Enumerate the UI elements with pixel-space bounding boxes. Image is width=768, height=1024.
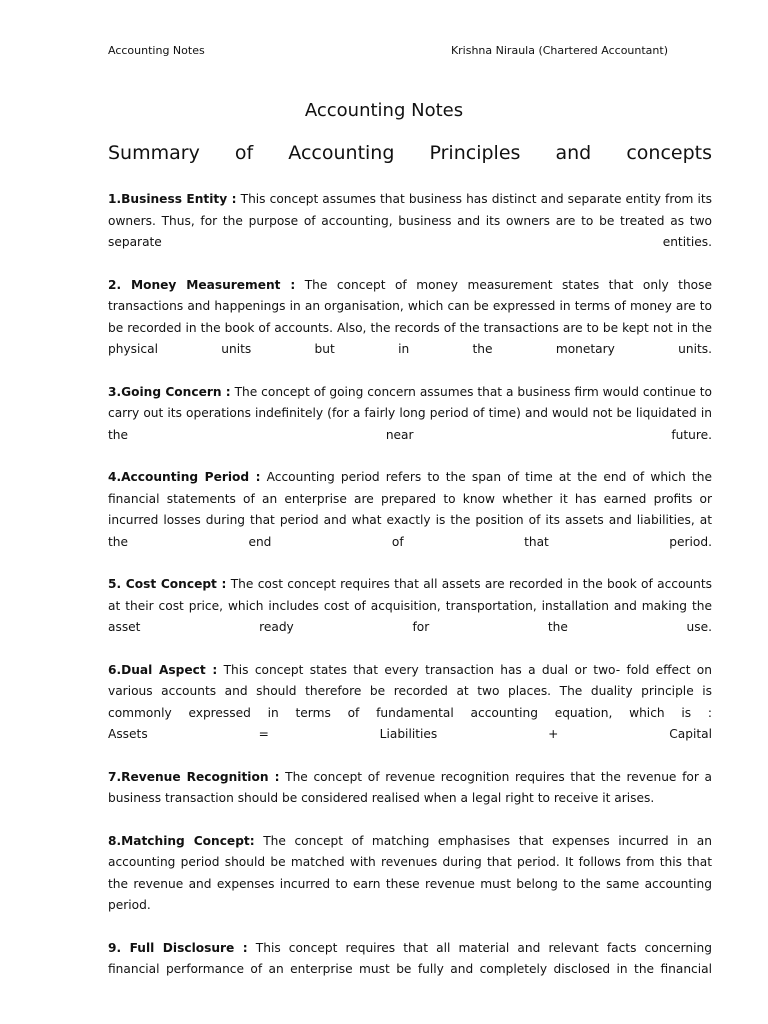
equation-term: Assets	[108, 727, 148, 741]
section-money-measurement	[108, 275, 712, 361]
equation-symbol: =	[258, 727, 269, 741]
section-heading: 3.Going Concern :	[108, 384, 231, 399]
section-dual-aspect	[108, 660, 712, 746]
section-body: The concept of money measurement states that only those transactions and happenings in an organisation, which can be expressed in terms of money are to be recorded in the book of accounts. Also, the records of the transactions are to be kept not in the physical units but in the monetary units.	[108, 277, 712, 356]
section-body: Accounting period refers to the span of time at the end of which the financial statements of an enterprise are prepared to know whether it has earned profits or incurred losses during that period and what exactly is the position of its assets and liabilities, at the end of that period.	[108, 470, 712, 549]
section-heading: 8.Matching Concept:	[108, 833, 255, 848]
section-body: The concept of matching emphasises that expenses incurred in an accounting period should be matched with revenues during that period. It follows from this that the revenue and expenses incurred to earn these revenue must belong to the same accounting period.	[108, 833, 713, 912]
section-full-disclosure	[108, 938, 712, 981]
document-subtitle: Summary of Accounting Principles and concepts	[108, 142, 712, 164]
header-right-text: Krishna Niraula (Chartered Accountant)	[450, 44, 668, 57]
section-heading: 6.Dual Aspect :	[108, 662, 218, 677]
section-business-entity	[108, 189, 712, 254]
document-title: Accounting Notes	[304, 100, 464, 121]
section-accounting-period	[108, 467, 712, 553]
section-heading: 2. Money Measurement :	[108, 277, 296, 292]
equation-symbol: +	[548, 727, 559, 741]
page-header	[108, 44, 668, 57]
content-body	[108, 189, 712, 1002]
accounting-equation	[108, 724, 712, 746]
section-heading: 7.Revenue Recognition :	[108, 769, 280, 784]
section-body: The cost concept requires that all assets are recorded in the book of accounts at their cost price, which includes cost of acquisition, transportation, installation and making the asset ready for the use.	[108, 577, 712, 634]
section-body: This concept assumes that business has distinct and separate entity from its owners. Thus, for the purpose of accounting, business and its owners are to be treated as two separate entities.	[108, 192, 712, 249]
section-cost-concept	[108, 574, 712, 639]
section-body: This concept requires that all material and relevant facts concerning financial performance of an enterprise must be fully and completely disclosed in the financial	[108, 940, 712, 976]
section-body: The concept of going concern assumes that a business firm would continue to carry out its operations indefinitely (for a fairly long period of time) and would not be liquidated in the near future.	[108, 384, 712, 442]
section-revenue-recognition	[108, 767, 712, 810]
section-heading: 9. Full Disclosure :	[108, 940, 248, 955]
header-left-text: Accounting Notes	[108, 44, 205, 57]
section-dual-aspect-text	[108, 660, 712, 725]
equation-term: Liabilities	[379, 727, 438, 741]
section-heading: 5. Cost Concept :	[108, 577, 227, 591]
section-heading: 4.Accounting Period :	[108, 470, 261, 484]
section-heading: 1.Business Entity :	[108, 192, 237, 206]
section-body: This concept states that every transaction has a dual or two- fold effect on various accounts and should therefore be recorded at two places. The duality principle is commonly expressed in terms of fundamental accounting equation, which is :	[108, 662, 712, 720]
section-going-concern	[108, 382, 712, 447]
equation-term: Capital	[669, 727, 712, 741]
section-body: The concept of revenue recognition requires that the revenue for a business transaction should be considered realised when a legal right to receive it arises.	[108, 769, 713, 805]
section-matching-concept	[108, 831, 712, 917]
